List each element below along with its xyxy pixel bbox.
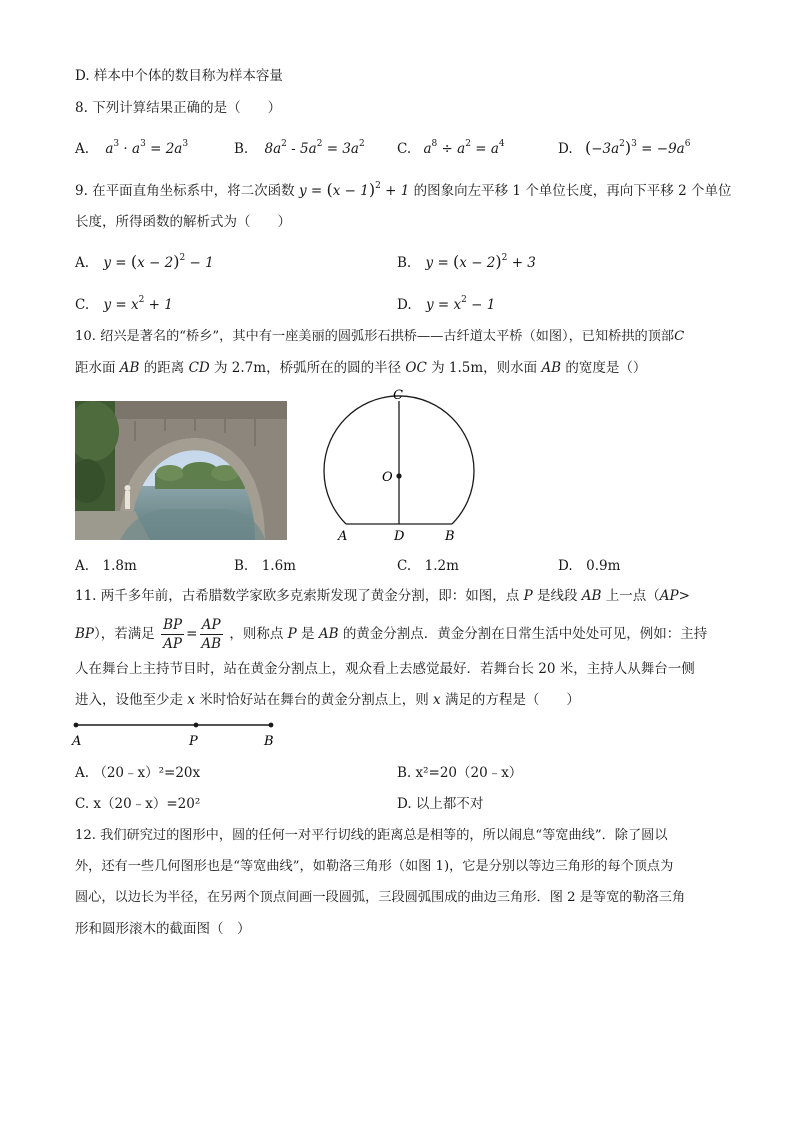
q11-option-d: D. 以上都不对 xyxy=(397,796,484,812)
label-o: O xyxy=(382,470,393,485)
q8-option-b: B. $8a^2 - 5a^2 = 3a^2$ xyxy=(234,139,365,157)
q10-option-c: C. 1.2m xyxy=(397,558,459,574)
q11-stem-line1: 11. 两千多年前，古希腊数学家欧多克索斯发现了黄金分割，即：如图，点 P 是线段 AB 上一点（AP> xyxy=(75,588,690,604)
q9-function-formula: $y = (x - 1)^2 + 1$ xyxy=(298,180,410,199)
q11-stem-line4: 进入，设他至少走 x 米时恰好站在舞台的黄金分割点上，则 x 满足的方程是（ ） xyxy=(75,692,580,708)
q8-stem: 8. 下列计算结果正确的是（ ） xyxy=(75,100,282,116)
segment-label-a: A xyxy=(72,734,82,749)
q8-option-a: A. $a^3 \cdot a^3 = 2a^3$ xyxy=(75,139,189,157)
option-label: A. xyxy=(75,141,90,157)
arch-diagram-svg xyxy=(318,385,488,550)
q10-stem-line2: 距水面 AB 的距离 CD 为 2.7m，桥弧所在的圆的半径 OC 为 1.5m，则水面 AB 的宽度是（） xyxy=(75,360,647,376)
q10-stem-line1: 10. 绍兴是著名的“桥乡”，其中有一座美丽的圆弧形石拱桥——古纤道太平桥（如图），已知桥拱的顶部C xyxy=(75,329,685,344)
segment-ab-svg xyxy=(70,715,290,749)
label-d: D xyxy=(394,529,405,544)
q9-option-d: D. $y = x^2 - 1$ xyxy=(397,295,496,313)
q10-option-b: B. 1.6m xyxy=(234,558,296,574)
q10-option-a: A. 1.8m xyxy=(75,558,137,574)
q9-option-a: A. $y = (x - 2)^2 - 1$ xyxy=(75,252,214,271)
q12-stem-line3: 圆心，以边长为半径，在另两个顶点间画一段圆弧，三段圆弧围成的曲边三角形．图 2 是等宽的勒洛三角 xyxy=(75,890,686,905)
q11-option-a: A. （20﹣x）²=20x xyxy=(75,765,201,781)
center-point-o xyxy=(396,473,401,478)
q9-option-c: C. $y = x^2 + 1$ xyxy=(75,295,173,313)
q10-option-d: D. 0.9m xyxy=(558,558,621,574)
q12-stem-line1: 12. 我们研究过的图形中，圆的任何一对平行切线的距离总是相等的，所以闹息“等宽曲线”．除了圆以 xyxy=(75,828,668,843)
fraction-bp-ap: $\frac{BP}{AP}$ xyxy=(163,617,183,652)
q11-stem-line2: BP），若满足 $\frac{BP}{AP}$ = $\frac{AP}{AB}$ ，则称点 P 是 AB 的黄金分割点．黄金分割在日常生活中处处可见，例如：主持 xyxy=(75,617,708,652)
segment-label-p: P xyxy=(189,734,198,749)
point-a xyxy=(74,723,79,728)
q8-option-c: C. $a^8 \div a^2 = a^4$ xyxy=(397,139,505,157)
point-b xyxy=(269,723,274,728)
q8-option-d: D. $(-3a^2)^3 = -9a^6$ xyxy=(558,138,691,157)
q11-option-b: B. x²=20（20﹣x） xyxy=(397,765,523,781)
label-b: B xyxy=(445,529,455,544)
option-label: D. xyxy=(558,141,573,157)
q11-option-c: C. x（20﹣x）=20² xyxy=(75,796,201,812)
arch-diagram xyxy=(318,385,488,554)
q7-option-d: D. 样本中个体的数目称为样本容量 xyxy=(75,68,283,84)
option-label: B. xyxy=(234,141,249,157)
q11-stem-line3: 人在舞台上主持节目时，站在黄金分割点上，观众看上去感觉最好．若舞台长 20 米，主持人从舞台一侧 xyxy=(75,661,695,677)
q9-stem-line2: 长度，所得函数的解析式为（ ） xyxy=(75,214,291,230)
label-a: A xyxy=(338,529,348,544)
point-p xyxy=(194,723,199,728)
q12-stem-line4: 形和圆形滚木的截面图（ ） xyxy=(75,921,251,937)
q9-option-b: B. $y = (x - 2)^2 + 3$ xyxy=(397,252,536,271)
label-c: C xyxy=(393,388,403,403)
q12-stem-line2: 外，还有一些几何图形也是“等宽曲线”，如勒洛三角形（如图 1)，它是分别以等边三角形的每个顶点为 xyxy=(75,859,674,874)
option-label: C. xyxy=(397,141,412,157)
segment-ab-diagram xyxy=(70,715,290,753)
fraction-ap-ab: $\frac{AP}{AB}$ xyxy=(201,617,222,652)
segment-label-b: B xyxy=(264,734,274,749)
bridge-photo-illustration xyxy=(75,401,287,540)
bridge-photo xyxy=(75,401,287,540)
q9-stem-line1: 9. 在平面直角坐标系中，将二次函数 $y = (x - 1)^2 + 1$ 的图象向左平移 1 个单位长度，再向下平移 2 个单位 xyxy=(75,180,732,199)
